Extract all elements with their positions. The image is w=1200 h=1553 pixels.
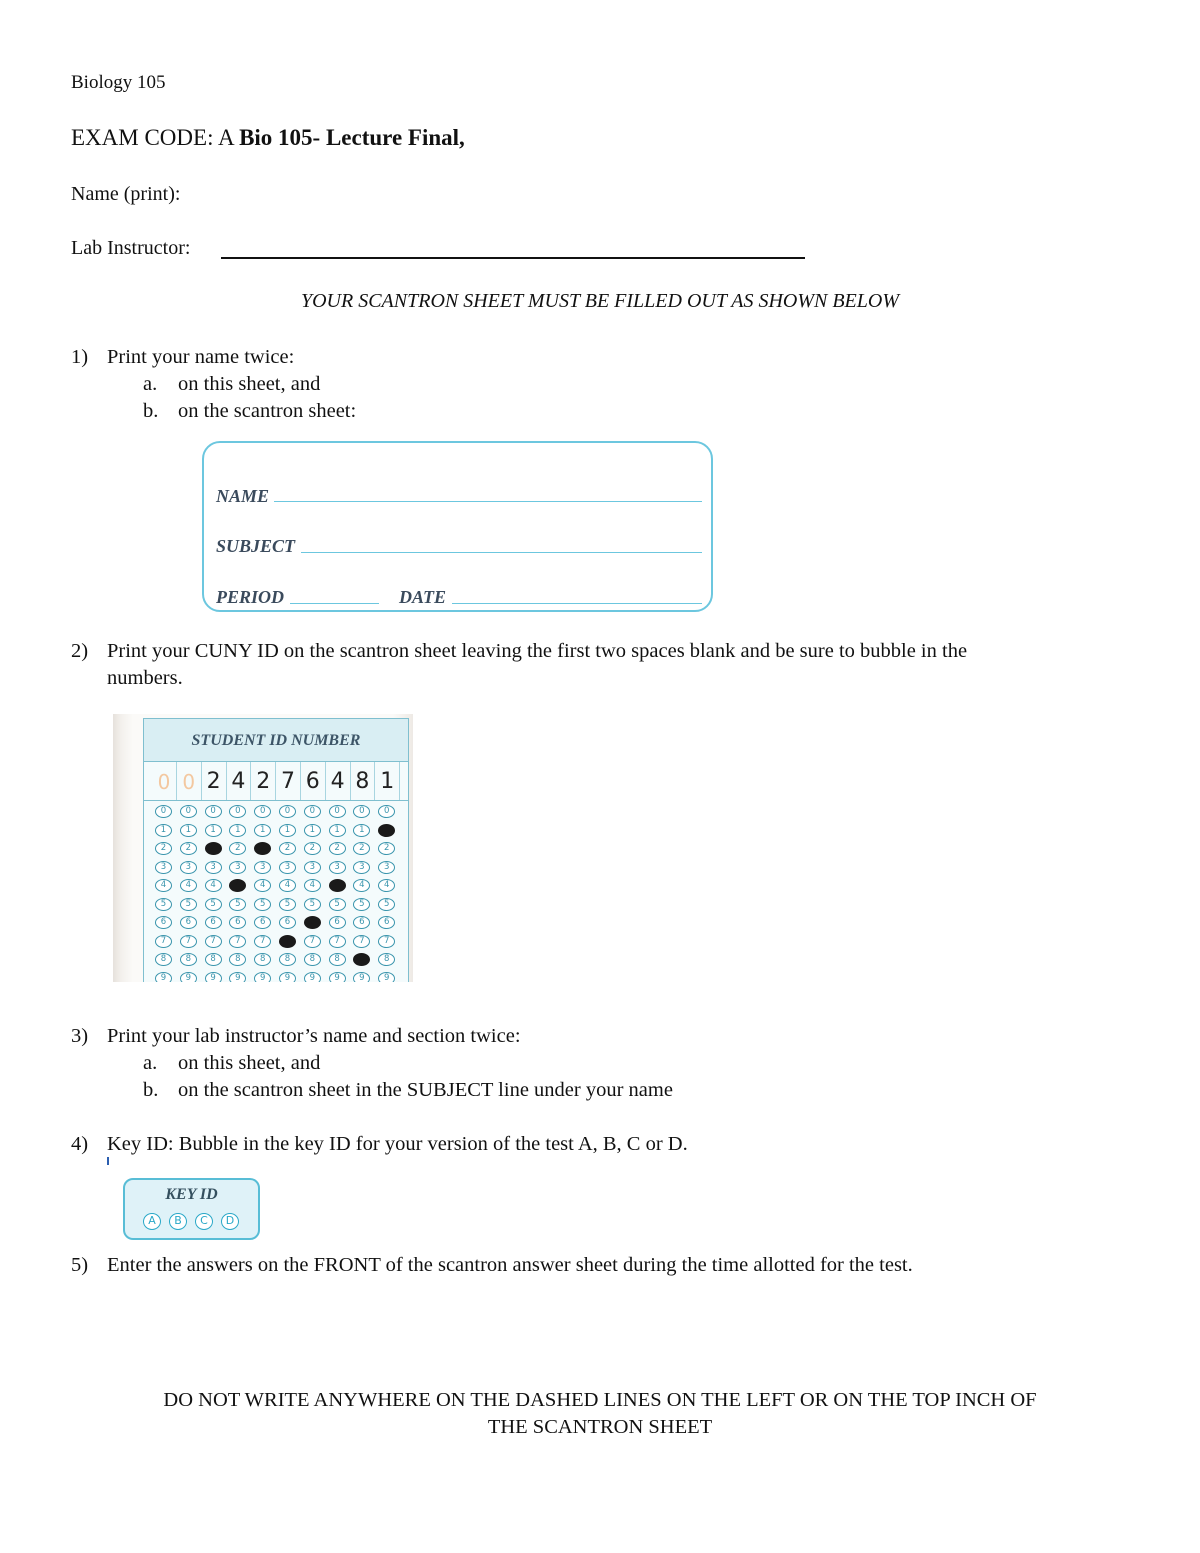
warning-line-1: DO NOT WRITE ANYWHERE ON THE DASHED LINES ON THE LEFT OR ON THE TOP INCH OF (163, 1389, 1037, 1411)
student-id-bubble-filled[interactable]: 2 (254, 842, 271, 855)
warning-line-2: THE SCANTRON SHEET (487, 1416, 713, 1438)
student-id-bubble[interactable]: 5 (378, 898, 395, 911)
sub-text: on the scantron sheet: (178, 400, 357, 422)
student-id-bubble[interactable]: 6 (205, 916, 222, 929)
step-text: Key ID: Bubble in the key ID for your version of the test A, B, C or D. (107, 1133, 688, 1155)
student-id-bubble[interactable]: 8 (180, 953, 197, 966)
student-id-bubble[interactable]: 3 (304, 861, 321, 874)
student-id-bubble[interactable]: 1 (229, 824, 246, 837)
student-id-bubble[interactable]: 5 (205, 898, 222, 911)
student-id-digit: 7 (276, 762, 301, 800)
student-id-bubble[interactable]: 8 (329, 953, 346, 966)
student-id-photo (113, 714, 413, 982)
student-id-digit: 6 (301, 762, 326, 800)
key-id-bubble-d[interactable]: D (221, 1213, 239, 1230)
student-id-bubble[interactable]: 3 (378, 861, 395, 874)
student-id-bubble[interactable]: 3 (353, 861, 370, 874)
student-id-bubble[interactable]: 9 (279, 972, 296, 983)
student-id-bubble[interactable]: 9 (254, 972, 271, 983)
student-id-panel (143, 718, 409, 982)
student-id-bubble[interactable]: 0 (353, 805, 370, 818)
student-id-bubble[interactable]: 5 (353, 898, 370, 911)
student-id-bubble[interactable]: 6 (378, 916, 395, 929)
student-id-bubble[interactable]: 7 (205, 935, 222, 948)
name-card-date-line (452, 603, 702, 604)
student-id-bubble[interactable]: 5 (329, 898, 346, 911)
student-id-bubble-filled[interactable]: 4 (329, 879, 346, 892)
student-id-bubble[interactable]: 4 (254, 879, 271, 892)
student-id-bubble[interactable]: 4 (180, 879, 197, 892)
student-id-bubble[interactable]: 1 (180, 824, 197, 837)
student-id-bubble[interactable]: 6 (279, 916, 296, 929)
student-id-bubble[interactable]: 5 (180, 898, 197, 911)
step-text: Print your name twice: (107, 346, 295, 368)
student-id-bubble[interactable]: 0 (229, 805, 246, 818)
student-id-bubble[interactable]: 5 (279, 898, 296, 911)
student-id-bubble[interactable]: 8 (304, 953, 321, 966)
name-card-name-label: NAME (216, 486, 270, 506)
student-id-bubble[interactable]: 9 (205, 972, 222, 983)
step-number: 2) (71, 640, 89, 662)
step-number: 1) (71, 346, 89, 368)
student-id-bubble[interactable]: 1 (279, 824, 296, 837)
step-text: Print your CUNY ID on the scantron sheet leaving the first two spaces blank and be sure to bubble in the (107, 640, 968, 662)
student-id-bubble[interactable]: 0 (205, 805, 222, 818)
student-id-bubble[interactable]: 7 (304, 935, 321, 948)
key-id-bubble-b[interactable]: B (169, 1213, 187, 1230)
student-id-digit: 4 (226, 762, 251, 800)
instruction-heading: YOUR SCANTRON SHEET MUST BE FILLED OUT AS SHOWN BELOW (300, 290, 900, 312)
student-id-bubble[interactable]: 8 (378, 953, 395, 966)
student-id-bubble[interactable]: 3 (329, 861, 346, 874)
name-label: Name (print): (71, 183, 181, 205)
student-id-bubble[interactable]: 3 (155, 861, 172, 874)
student-id-bubble[interactable]: 9 (304, 972, 321, 983)
student-id-bubble-filled[interactable]: 4 (229, 879, 246, 892)
student-id-bubble[interactable]: 6 (229, 916, 246, 929)
student-id-bubble[interactable]: 8 (279, 953, 296, 966)
sub-text: on this sheet, and (178, 1052, 321, 1074)
student-id-bubble[interactable]: 0 (304, 805, 321, 818)
student-id-bubble[interactable]: 1 (353, 824, 370, 837)
name-card-date-label: DATE (399, 587, 447, 607)
step-text: Print your lab instructor’s name and section twice: (107, 1025, 521, 1047)
student-id-bubble[interactable]: 2 (304, 842, 321, 855)
student-id-bubble[interactable]: 4 (353, 879, 370, 892)
student-id-digit: 0 (177, 762, 202, 800)
student-id-bubble[interactable]: 4 (378, 879, 395, 892)
student-id-digits (144, 762, 408, 801)
student-id-bubble[interactable]: 8 (205, 953, 222, 966)
key-id-bubble-a[interactable]: A (143, 1213, 161, 1230)
student-id-bubble[interactable]: 2 (229, 842, 246, 855)
student-id-bubble[interactable]: 3 (180, 861, 197, 874)
student-id-bubble[interactable]: 2 (378, 842, 395, 855)
course-name: Biology 105 (71, 72, 166, 93)
student-id-bubble-grid (144, 801, 408, 982)
student-id-bubble[interactable]: 4 (155, 879, 172, 892)
student-id-bubble[interactable]: 6 (329, 916, 346, 929)
student-id-bubble[interactable]: 6 (180, 916, 197, 929)
student-id-bubble[interactable]: 9 (155, 972, 172, 983)
exam-code: A (217, 125, 234, 150)
student-id-bubble[interactable]: 4 (304, 879, 321, 892)
name-card-subject-line (301, 552, 702, 553)
sub-letter: b. (143, 1079, 159, 1101)
step-number: 5) (71, 1254, 89, 1276)
student-id-bubble[interactable]: 2 (329, 842, 346, 855)
student-id-title: STUDENT ID NUMBER (144, 719, 408, 762)
sub-letter: a. (143, 1052, 158, 1074)
student-id-bubble[interactable]: 3 (254, 861, 271, 874)
student-id-bubble[interactable]: 9 (329, 972, 346, 983)
key-id-title: KEY ID (165, 1186, 218, 1203)
scantron-name-box (202, 441, 713, 612)
step-2-continued: numbers. (107, 667, 183, 689)
name-card-period-line (290, 603, 379, 604)
student-id-bubble[interactable]: 9 (353, 972, 370, 983)
lab-instructor-line[interactable] (221, 257, 805, 259)
student-id-digit: 2 (251, 762, 276, 800)
student-id-bubble[interactable]: 1 (205, 824, 222, 837)
student-id-bubble[interactable]: 5 (304, 898, 321, 911)
step-number: 3) (71, 1025, 89, 1047)
student-id-bubble[interactable]: 3 (229, 861, 246, 874)
student-id-bubble[interactable]: 9 (180, 972, 197, 983)
student-id-digit: 2 (202, 762, 227, 800)
exam-heading (71, 125, 465, 151)
student-id-bubble[interactable]: 8 (254, 953, 271, 966)
student-id-bubble[interactable]: 4 (279, 879, 296, 892)
student-id-bubble-filled[interactable]: 8 (353, 953, 370, 966)
student-id-bubble-filled[interactable]: 2 (205, 842, 222, 855)
student-id-digit: 1 (375, 762, 400, 800)
student-id-bubble[interactable]: 7 (329, 935, 346, 948)
student-id-bubble-filled[interactable]: 7 (279, 935, 296, 948)
sub-text: on the scantron sheet in the SUBJECT line under your name (178, 1079, 673, 1101)
key-id-bubble-c[interactable]: C (195, 1213, 213, 1230)
name-card-subject-label: SUBJECT (216, 536, 296, 556)
student-id-bubble[interactable]: 9 (229, 972, 246, 983)
student-id-bubble[interactable]: 3 (279, 861, 296, 874)
student-id-bubble[interactable]: 1 (254, 824, 271, 837)
student-id-bubble[interactable]: 1 (329, 824, 346, 837)
student-id-bubble[interactable]: 2 (180, 842, 197, 855)
student-id-bubble[interactable]: 7 (378, 935, 395, 948)
key-id-box (123, 1178, 260, 1240)
student-id-bubble[interactable]: 3 (205, 861, 222, 874)
student-id-bubble[interactable]: 5 (155, 898, 172, 911)
student-id-bubble[interactable]: 0 (254, 805, 271, 818)
exam-code-label: EXAM CODE: (71, 125, 214, 150)
student-id-bubble-filled[interactable]: 1 (378, 824, 395, 837)
sub-letter: a. (143, 373, 158, 395)
warning-notice (0, 1387, 1200, 1441)
student-id-bubble[interactable]: 9 (378, 972, 395, 983)
student-id-bubble[interactable]: 0 (329, 805, 346, 818)
student-id-bubble[interactable]: 5 (254, 898, 271, 911)
student-id-bubble[interactable]: 0 (279, 805, 296, 818)
student-id-bubble[interactable]: 1 (155, 824, 172, 837)
student-id-bubble[interactable]: 0 (155, 805, 172, 818)
student-id-bubble[interactable]: 2 (155, 842, 172, 855)
step-number: 4) (71, 1133, 89, 1155)
student-id-bubble[interactable]: 5 (229, 898, 246, 911)
step-text: Enter the answers on the FRONT of the scantron answer sheet during the time allotted for the test. (107, 1254, 913, 1276)
student-id-bubble[interactable]: 8 (229, 953, 246, 966)
student-id-bubble[interactable]: 7 (254, 935, 271, 948)
student-id-bubble[interactable]: 0 (180, 805, 197, 818)
sub-text: on this sheet, and (178, 373, 321, 395)
exam-title: Bio 105- Lecture Final, (239, 125, 465, 150)
student-id-bubble[interactable]: 7 (155, 935, 172, 948)
student-id-bubble[interactable]: 6 (155, 916, 172, 929)
student-id-bubble[interactable]: 6 (254, 916, 271, 929)
student-id-bubble[interactable]: 4 (205, 879, 222, 892)
student-id-bubble[interactable]: 0 (378, 805, 395, 818)
student-id-digit: 0 (152, 762, 177, 800)
student-id-bubble[interactable]: 2 (353, 842, 370, 855)
student-id-bubble[interactable]: 8 (155, 953, 172, 966)
name-card-period-label: PERIOD (216, 587, 285, 607)
student-id-digit: 4 (326, 762, 351, 800)
text-cursor (107, 1157, 109, 1165)
lab-instructor-label: Lab Instructor: (71, 237, 191, 259)
name-card-name-line (274, 501, 702, 502)
student-id-bubble[interactable]: 2 (279, 842, 296, 855)
student-id-bubble[interactable]: 1 (304, 824, 321, 837)
student-id-bubble[interactable]: 7 (229, 935, 246, 948)
student-id-bubble[interactable]: 7 (353, 935, 370, 948)
sub-letter: b. (143, 400, 159, 422)
student-id-bubble-filled[interactable]: 6 (304, 916, 321, 929)
student-id-bubble[interactable]: 6 (353, 916, 370, 929)
student-id-bubble[interactable]: 7 (180, 935, 197, 948)
student-id-digit: 8 (350, 762, 375, 800)
